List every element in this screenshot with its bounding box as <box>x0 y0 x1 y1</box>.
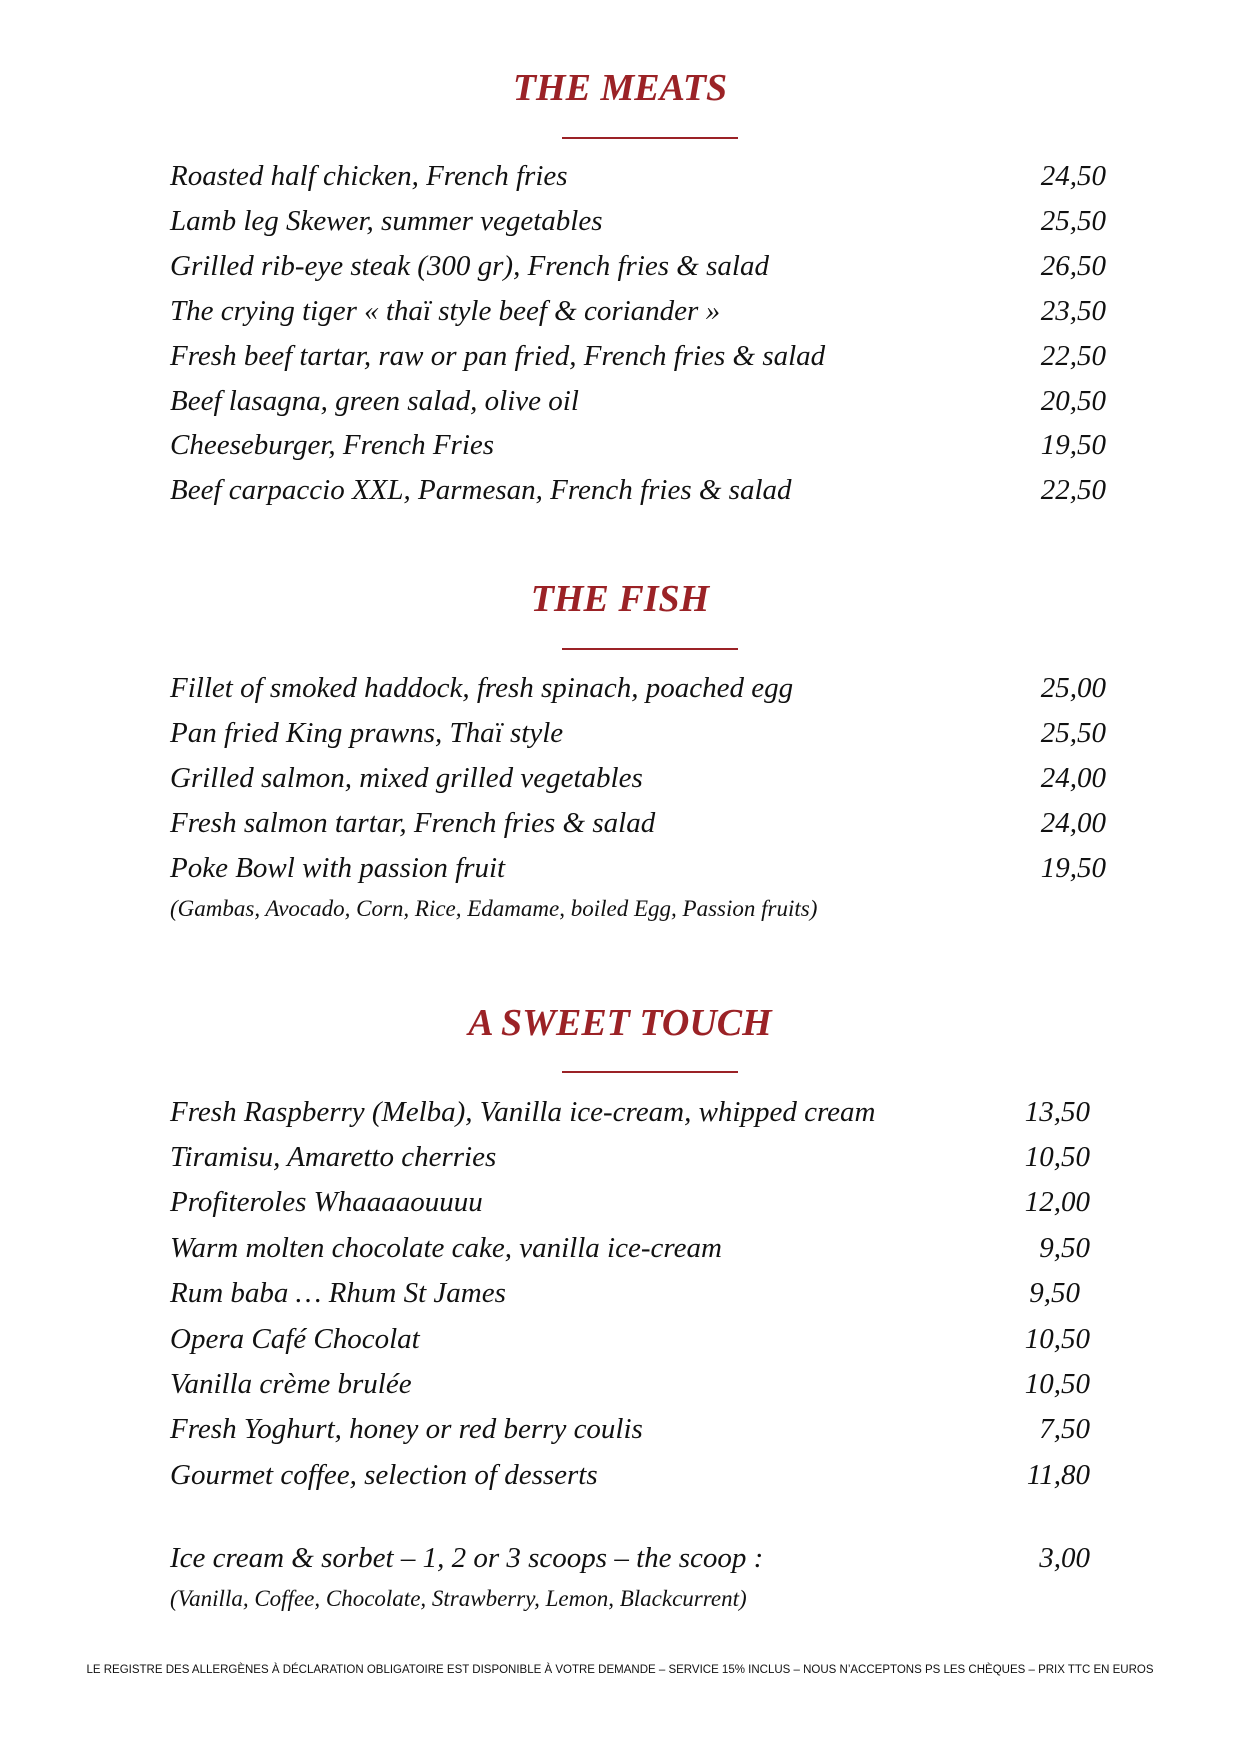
menu-item <box>170 666 1106 710</box>
section-divider <box>562 1071 738 1073</box>
item-name: Vanilla crème brulée <box>170 1368 412 1400</box>
item-price: 24,50 <box>1040 160 1106 192</box>
item-price: 9,50 <box>1029 1277 1080 1309</box>
item-price: 24,00 <box>1040 807 1106 839</box>
item-name: Beef carpaccio XXL, Parmesan, French fries & salad <box>170 474 792 506</box>
item-name: Poke Bowl with passion fruit <box>170 852 506 884</box>
menu-item <box>170 1453 1090 1497</box>
item-note: (Vanilla, Coffee, Chocolate, Strawberry, Lemon, Blackcurrent) <box>170 1586 747 1611</box>
item-name: Opera Café Chocolat <box>170 1323 420 1355</box>
item-price: 23,50 <box>1040 295 1106 327</box>
item-price: 3,00 <box>1039 1542 1090 1574</box>
menu-item <box>170 1135 1090 1179</box>
item-name: Grilled rib-eye steak (300 gr), French fries & salad <box>170 250 769 282</box>
menu-item <box>170 379 1106 423</box>
item-price: 19,50 <box>1040 852 1106 884</box>
item-price: 7,50 <box>1039 1413 1090 1445</box>
section-divider <box>562 648 738 650</box>
item-name: Fresh Raspberry (Melba), Vanilla ice-cream, whipped cream <box>170 1096 876 1128</box>
item-name: Profiteroles Whaaaaouuuu <box>170 1186 483 1218</box>
menu-item <box>170 1317 1090 1361</box>
item-name: Fresh Yoghurt, honey or red berry coulis <box>170 1413 643 1445</box>
item-name: Warm molten chocolate cake, vanilla ice-cream <box>170 1232 722 1264</box>
item-name: Pan fried King prawns, Thaï style <box>170 717 564 749</box>
item-name: Cheeseburger, French Fries <box>170 429 495 461</box>
item-price: 26,50 <box>1040 250 1106 282</box>
menu-item <box>170 1226 1090 1270</box>
item-name: Ice cream & sorbet – 1, 2 or 3 scoops – the scoop : <box>170 1542 764 1574</box>
item-note: (Gambas, Avocado, Corn, Rice, Edamame, boiled Egg, Passion fruits) <box>170 896 818 921</box>
section-title-fish: THE FISH <box>530 578 710 620</box>
menu-item <box>170 756 1106 800</box>
menu-item <box>170 801 1106 845</box>
footer-legal-notice: LE REGISTRE DES ALLERGÈNES À DÉCLARATION OBLIGATOIRE EST DISPONIBLE À VOTRE DEMANDE – SERVICE 15% INCLUS – NOUS N’ACCEPTONS PS LES CHÈQUES – PRIX TTC EN EUROS <box>86 1664 1154 1676</box>
item-name: Fresh beef tartar, raw or pan fried, French fries & salad <box>170 340 826 372</box>
item-price: 22,50 <box>1040 340 1106 372</box>
menu-item <box>170 468 1106 512</box>
item-price: 22,50 <box>1040 474 1106 506</box>
item-price: 19,50 <box>1040 429 1106 461</box>
section-title-sweet: A SWEET TOUCH <box>468 1002 772 1044</box>
item-price: 10,50 <box>1024 1368 1090 1400</box>
menu-item <box>170 199 1106 243</box>
menu-item <box>170 711 1106 755</box>
item-price: 9,50 <box>1039 1232 1090 1264</box>
menu-item <box>170 1090 1090 1134</box>
section-title-meats: THE MEATS <box>512 67 728 109</box>
item-price: 25,50 <box>1040 717 1106 749</box>
item-price: 12,00 <box>1024 1186 1090 1218</box>
item-name: Rum baba … Rhum St James <box>170 1277 506 1309</box>
menu-item <box>170 423 1106 467</box>
item-name: Fillet of smoked haddock, fresh spinach, poached egg <box>170 672 794 704</box>
menu-item <box>170 244 1106 288</box>
item-name: Roasted half chicken, French fries <box>170 160 568 192</box>
item-price: 20,50 <box>1040 385 1106 417</box>
item-name: Beef lasagna, green salad, olive oil <box>170 385 579 417</box>
item-name: Gourmet coffee, selection of desserts <box>170 1459 598 1491</box>
item-price: 10,50 <box>1024 1323 1090 1355</box>
item-price: 13,50 <box>1024 1096 1090 1128</box>
item-name: The crying tiger « thaï style beef & coriander » <box>170 295 721 327</box>
item-name: Grilled salmon, mixed grilled vegetables <box>170 762 643 794</box>
menu-item <box>170 289 1106 333</box>
item-price: 10,50 <box>1024 1141 1090 1173</box>
menu-item <box>170 1180 1090 1224</box>
menu-item-ice-cream <box>170 1536 1090 1580</box>
menu-item <box>170 1407 1090 1451</box>
item-price: 25,00 <box>1040 672 1106 704</box>
menu-item <box>170 1271 1090 1315</box>
item-name: Fresh salmon tartar, French fries & salad <box>170 807 656 839</box>
item-price: 11,80 <box>1026 1459 1090 1491</box>
menu-item <box>170 154 1106 198</box>
item-price: 25,50 <box>1040 205 1106 237</box>
item-name: Tiramisu, Amaretto cherries <box>170 1141 497 1173</box>
item-name: Lamb leg Skewer, summer vegetables <box>170 205 603 237</box>
menu-item <box>170 846 1106 890</box>
menu-item <box>170 334 1106 378</box>
item-price: 24,00 <box>1040 762 1106 794</box>
section-divider <box>562 137 738 139</box>
menu-item <box>170 1362 1090 1406</box>
